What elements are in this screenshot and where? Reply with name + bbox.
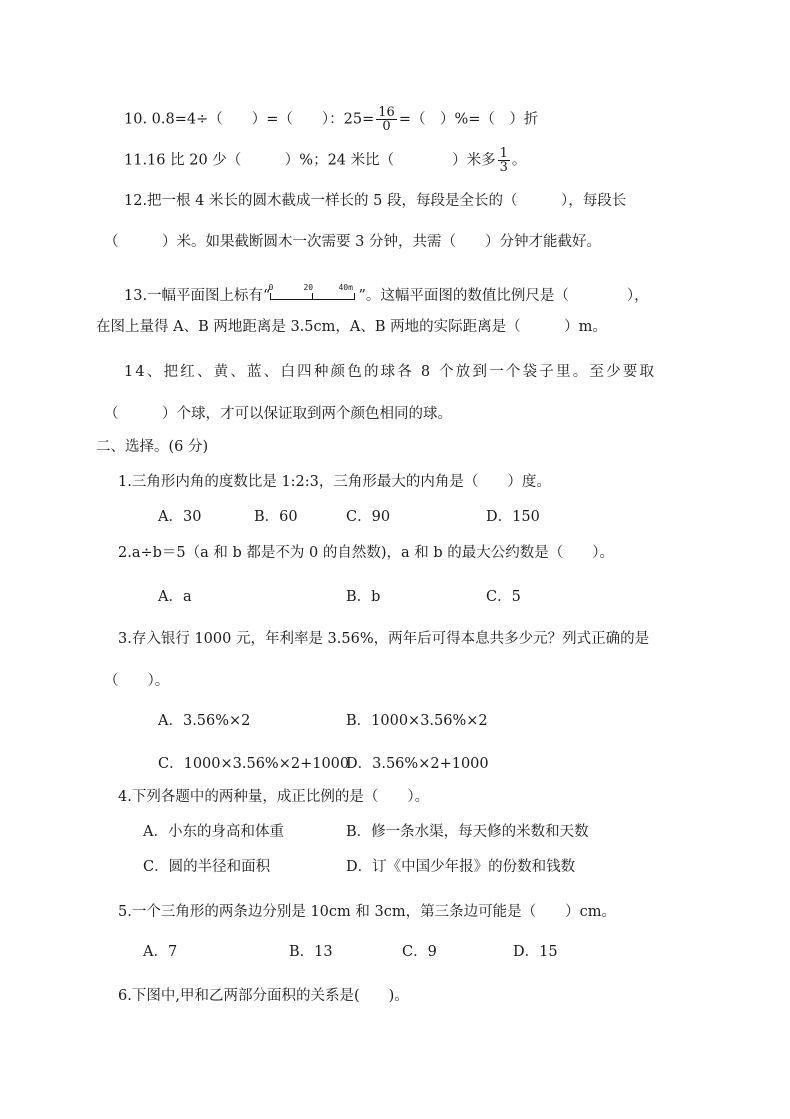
choice-question-4: 4.下列各题中的两种量，成正比例的是（ ）。 — [118, 789, 430, 805]
c3-option-d: D．3.56%×2+1000 — [346, 756, 489, 772]
q11-fraction: $\frac{1}{3}$ — [499, 146, 508, 175]
choice-question-1: 1.三角形内角的度数比是 1:2:3，三角形最大的内角是（ ）度。 — [118, 474, 551, 490]
choice-question-2: 2.a÷b＝5（a 和 b 都是不为 0 的自然数)，a 和 b 的最大公约数是（ ）。 — [118, 545, 614, 561]
c2-option-b: B．b — [346, 589, 381, 605]
q13-text-b: ”。这幅平面图的数值比例尺是（ ）， — [358, 288, 649, 304]
c5-option-d: D．15 — [513, 944, 558, 960]
c4-option-b: B．修一条水渠，每天修的米数和天数 — [346, 824, 589, 840]
q10-text-a: 10. 0.8=4÷（ ）=（ ）：25= — [124, 111, 375, 128]
q11-text-b: 。 — [511, 152, 527, 169]
question-13-line-2: 在图上量得 A、B 两地距离是 3.5cm，A、B 两地的实际距离是（ ）m。 — [96, 319, 607, 335]
section-2-heading: 二、选择。(6 分) — [96, 439, 209, 455]
c3-option-a: A．3.56%×2 — [158, 713, 251, 729]
question-14-line-2: （ ）个球，才可以保证取到两个颜色相同的球。 — [104, 406, 452, 422]
scale-label-0: 0 — [268, 283, 274, 292]
q10-fraction: $\frac{16}{0}$ — [378, 105, 395, 134]
q11-text-a: 11.16 比 20 少（ ）%；24 米比（ ）米多 — [124, 152, 496, 169]
question-11 — [124, 147, 526, 174]
scale-tick — [270, 293, 271, 300]
choice-question-3-line-2: （ ）。 — [104, 673, 170, 689]
c5-option-b: B．13 — [289, 944, 333, 960]
choice-question-3: 3.存入银行 1000 元，年利率是 3.56%，两年后可得本息共多少元？列式正确的是 — [118, 631, 650, 647]
scale-bar — [270, 280, 358, 304]
question-12-line-1: 12.把一根 4 米长的圆木截成一样长的 5 段，每段是全长的（ ），每段长 — [124, 193, 627, 209]
q13-text-a: 13.一幅平面图上标有“ — [124, 288, 271, 304]
c1-option-b: B．60 — [254, 509, 298, 525]
choice-question-5: 5.一个三角形的两条边分别是 10cm 和 3cm，第三条边可能是（ ）cm。 — [118, 904, 616, 920]
q10-text-b: =（ ）%=（ ）折 — [398, 111, 539, 128]
c1-option-a: A．30 — [158, 509, 202, 525]
c2-option-a: A．a — [158, 589, 192, 605]
c2-option-c: C．5 — [486, 589, 521, 605]
scale-tick — [312, 293, 313, 300]
scale-tick — [354, 293, 355, 300]
c3-option-c: C．1000×3.56%×2+1000 — [158, 756, 350, 772]
c1-option-c: C．90 — [346, 509, 391, 525]
question-12-line-2: （ ）米。如果截断圆木一次需要 3 分钟，共需（ ）分钟才能截好。 — [104, 234, 601, 250]
question-14-line-1: 14、把红、黄、蓝、白四种颜色的球各 8 个放到一个袋子里。至少要取 — [124, 364, 657, 380]
choice-question-6: 6.下图中,甲和乙两部分面积的关系是( )。 — [118, 988, 409, 1004]
c5-option-c: C．9 — [402, 944, 437, 960]
c5-option-a: A．7 — [143, 944, 178, 960]
c4-option-a: A．小东的身高和体重 — [143, 824, 284, 840]
scale-label-20: 20 — [303, 283, 314, 292]
c4-option-d: D．订《中国少年报》的份数和钱数 — [346, 859, 576, 875]
scale-label-40m: 40m — [338, 283, 353, 292]
c3-option-b: B．1000×3.56%×2 — [346, 713, 488, 729]
question-13-line-1 — [124, 280, 649, 306]
c1-option-d: D．150 — [486, 509, 540, 525]
question-10 — [124, 106, 538, 133]
c4-option-c: C．圆的半径和面积 — [143, 859, 271, 875]
